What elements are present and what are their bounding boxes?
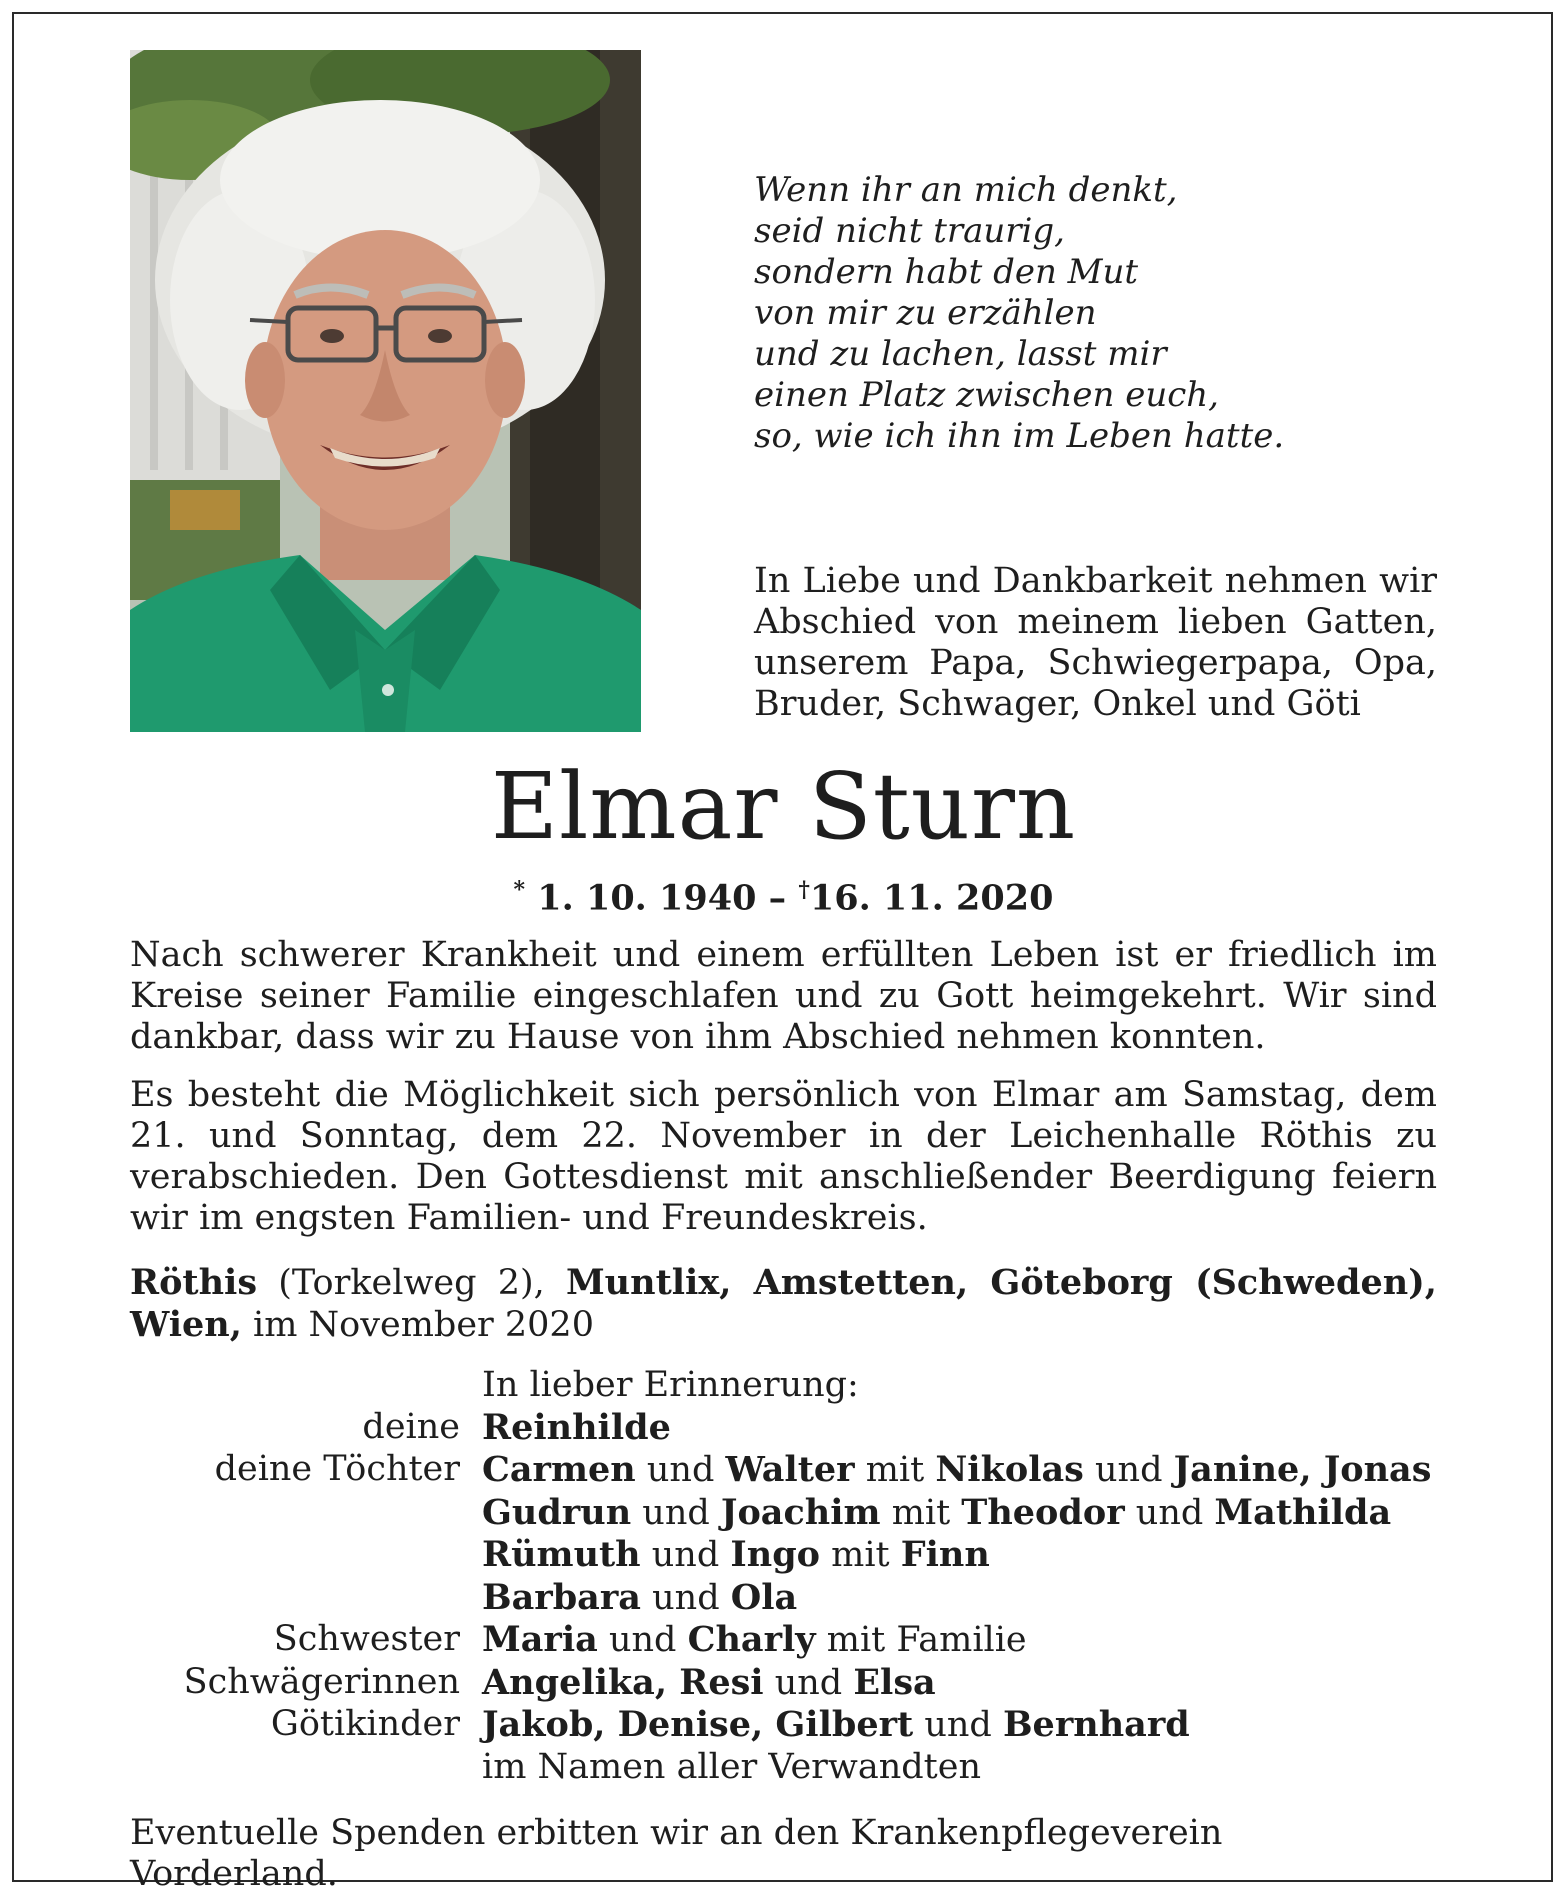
poem-line: von mir zu erzählen (754, 293, 1097, 333)
poem-line: und zu lachen, lasst mir (754, 334, 1167, 374)
place-cities: Muntlix, Amstetten, Göteborg (Schweden), Wien, (130, 1262, 1437, 1345)
family-relation (130, 1534, 482, 1577)
poem-line: einen Platz zwischen euch, (754, 375, 1219, 415)
birth-date: 1. 10. 1940 (537, 877, 757, 919)
paragraph-farewell: Es besteht die Möglichkeit sich persönlich von Elmar am Samstag, dem 21. und Sonntag, dem 22. November in der Leichenhalle Röthis zu verabschieden. Den Gottesdienst mit anschließender Beerdigung feiern wir im engsten Familien- und Freundeskreis. (130, 1075, 1437, 1238)
family-names (482, 1449, 1437, 1492)
life-dates (0, 868, 1567, 921)
family-relation: deine Töchter (214, 1449, 460, 1489)
family-names (482, 1704, 1437, 1747)
poem-line: so, wie ich ihn im Leben hatte. (754, 416, 1285, 456)
places-and-date (130, 1262, 1437, 1346)
poem-line: Wenn ihr an mich denkt, (754, 170, 1178, 210)
family-member-name: Mathilda (1214, 1491, 1392, 1533)
place-date: im November 2020 (253, 1305, 594, 1345)
deceased-name: Elmar Sturn (490, 753, 1077, 860)
family-member-name: Ola (730, 1576, 798, 1618)
family-heading-row (130, 1365, 1437, 1407)
family-row (130, 1534, 1437, 1577)
family-member-name: Walter (725, 1449, 855, 1490)
family-member-name: Finn (900, 1534, 990, 1575)
family-connector: mit (880, 1492, 962, 1533)
family-member-name: Jakob, Denise, Gilbert (482, 1704, 914, 1745)
poem-line: seid nicht traurig, (754, 211, 1065, 251)
family-connector: und (640, 1535, 731, 1575)
family-member-name: Ingo (730, 1534, 821, 1575)
family-connector: mit (820, 1535, 901, 1575)
family-names (482, 1662, 1437, 1705)
family-row (130, 1619, 1437, 1662)
family-member-name: Angelika, Resi (482, 1661, 764, 1703)
family-connector: und (631, 1492, 721, 1533)
family-connector: und (763, 1662, 854, 1703)
family-connector: und (635, 1450, 726, 1490)
family-connector: und (1124, 1492, 1215, 1533)
place-address: (Torkelweg 2), (278, 1263, 545, 1303)
family-row (130, 1449, 1437, 1492)
family-member-name: Barbara (482, 1576, 641, 1618)
family-connector: und (1083, 1450, 1174, 1490)
place-roethis: Röthis (130, 1262, 258, 1303)
death-date: 16. 11. 2020 (809, 877, 1054, 919)
family-names (482, 1577, 1437, 1620)
family-heading: In lieber Erinnerung: (482, 1365, 859, 1405)
family-names (482, 1492, 1437, 1535)
family-member-name: Carmen (482, 1449, 636, 1490)
family-member-name: Nikolas (935, 1449, 1084, 1490)
family-connector: und (640, 1577, 731, 1618)
family-member-name: Maria (482, 1619, 598, 1660)
memorial-poem (754, 170, 1284, 457)
family-closing: im Namen aller Verwandten (482, 1746, 981, 1787)
family-member-name: Gudrun (482, 1491, 632, 1533)
family-names (482, 1534, 1437, 1577)
family-member-name: Joachim (720, 1491, 881, 1533)
intro-text: In Liebe und Dankbarkeit nehmen wir Abschied von meinem lieben Gatten, unserem Papa, Schwiegerpapa, Opa, Bruder, Schwager, Onkel und Göti (754, 561, 1437, 724)
family-row (130, 1492, 1437, 1535)
family-closing-row (130, 1747, 1437, 1789)
family-connector: mit Familie (815, 1620, 1027, 1660)
poem-line: sondern habt den Mut (754, 252, 1139, 292)
family-relation: Götikinder (270, 1704, 460, 1744)
date-separator: – (768, 877, 787, 919)
family-list (130, 1365, 1437, 1788)
family-row (130, 1704, 1437, 1747)
family-relation (130, 1492, 482, 1535)
family-member-name: Elsa (853, 1661, 936, 1703)
family-relation: Schwester (273, 1619, 460, 1659)
family-member-name: Rümuth (482, 1534, 641, 1575)
family-row (130, 1407, 1437, 1450)
portrait-photo (130, 50, 641, 732)
family-connector: und (597, 1620, 688, 1660)
family-member-name: Charly (687, 1619, 816, 1660)
family-member-name: Reinhilde (482, 1406, 671, 1448)
family-row (130, 1662, 1437, 1705)
family-names (482, 1619, 1437, 1662)
family-row (130, 1577, 1437, 1620)
family-member-name: Janine, Jonas (1173, 1449, 1432, 1490)
family-relation (130, 1577, 482, 1620)
family-relation: deine (362, 1406, 460, 1447)
family-names (482, 1407, 1437, 1450)
family-member-name: Theodor (961, 1491, 1125, 1533)
family-relation: Schwägerinnen (183, 1661, 460, 1702)
family-connector: und (913, 1705, 1003, 1745)
birth-symbol: * (513, 877, 526, 903)
family-member-name: Bernhard (1002, 1704, 1190, 1745)
paragraph-illness: Nach schwerer Krankheit und einem erfüllten Leben ist er friedlich im Kreise seiner Familie eingeschlafen und zu Gott heimgekehrt. Wir sind dankbar, dass wir zu Hause von ihm Abschied nehmen konnten. (130, 935, 1437, 1057)
family-connector: mit (854, 1450, 936, 1490)
death-symbol: † (798, 877, 810, 903)
donation-note: Eventuelle Spenden erbitten wir an den Krankenpflegeverein Vorderland. (130, 1813, 1223, 1894)
